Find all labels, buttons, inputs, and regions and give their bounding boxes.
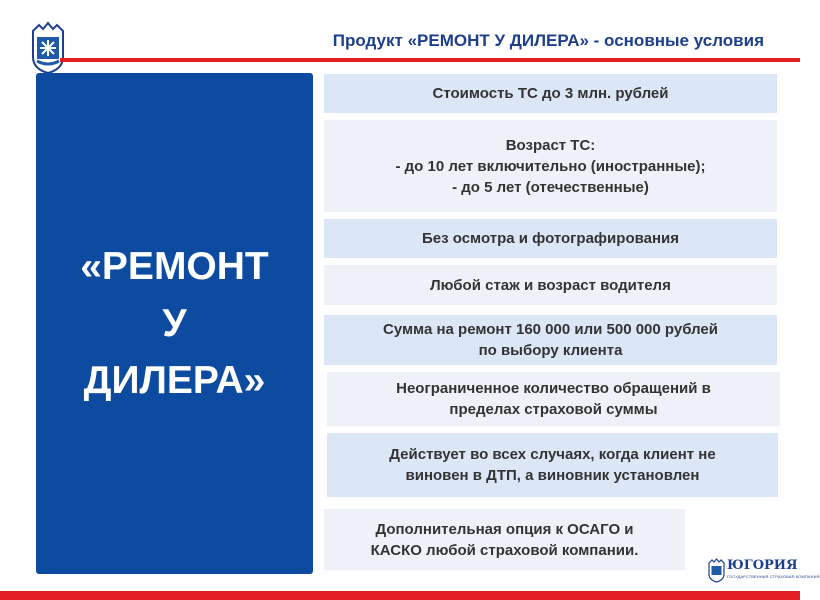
- brand-logo: [708, 558, 820, 584]
- product-name-panel: [36, 73, 313, 574]
- condition-no-inspection: Без осмотра и фотографирования: [324, 219, 777, 258]
- brand-crest-icon: [708, 558, 725, 583]
- brand-name: ЮГОРИЯ: [727, 558, 798, 573]
- company-crest-icon: [31, 21, 65, 75]
- condition-vehicle-cost: Стоимость ТС до 3 млн. рублей: [324, 74, 777, 113]
- footer-divider: [0, 591, 800, 600]
- condition-repair-sum: Сумма на ремонт 160 000 или 500 000 рублей по выбору клиента: [324, 315, 777, 365]
- condition-unlimited-claims: Неограниченное количество обращений в пределах страховой суммы: [327, 372, 780, 426]
- product-name: «РЕМОНТ У ДИЛЕРА»: [80, 245, 269, 402]
- condition-vehicle-age: Возраст ТС: - до 10 лет включительно (иностранные); - до 5 лет (отечественные): [324, 120, 777, 212]
- page-title: Продукт «РЕМОНТ У ДИЛЕРА» - основные условия: [332, 31, 764, 50]
- condition-additional-option: Дополнительная опция к ОСАГО и КАСКО любой страховой компании.: [324, 509, 685, 570]
- condition-not-at-fault: Действует во всех случаях, когда клиент не виновен в ДТП, а виновник установлен: [327, 433, 778, 497]
- header-divider: [60, 58, 800, 62]
- brand-subtitle: ГОСУДАРСТВЕННАЯ СТРАХОВАЯ КОМПАНИЯ: [727, 574, 820, 579]
- condition-driver-experience: Любой стаж и возраст водителя: [324, 265, 777, 305]
